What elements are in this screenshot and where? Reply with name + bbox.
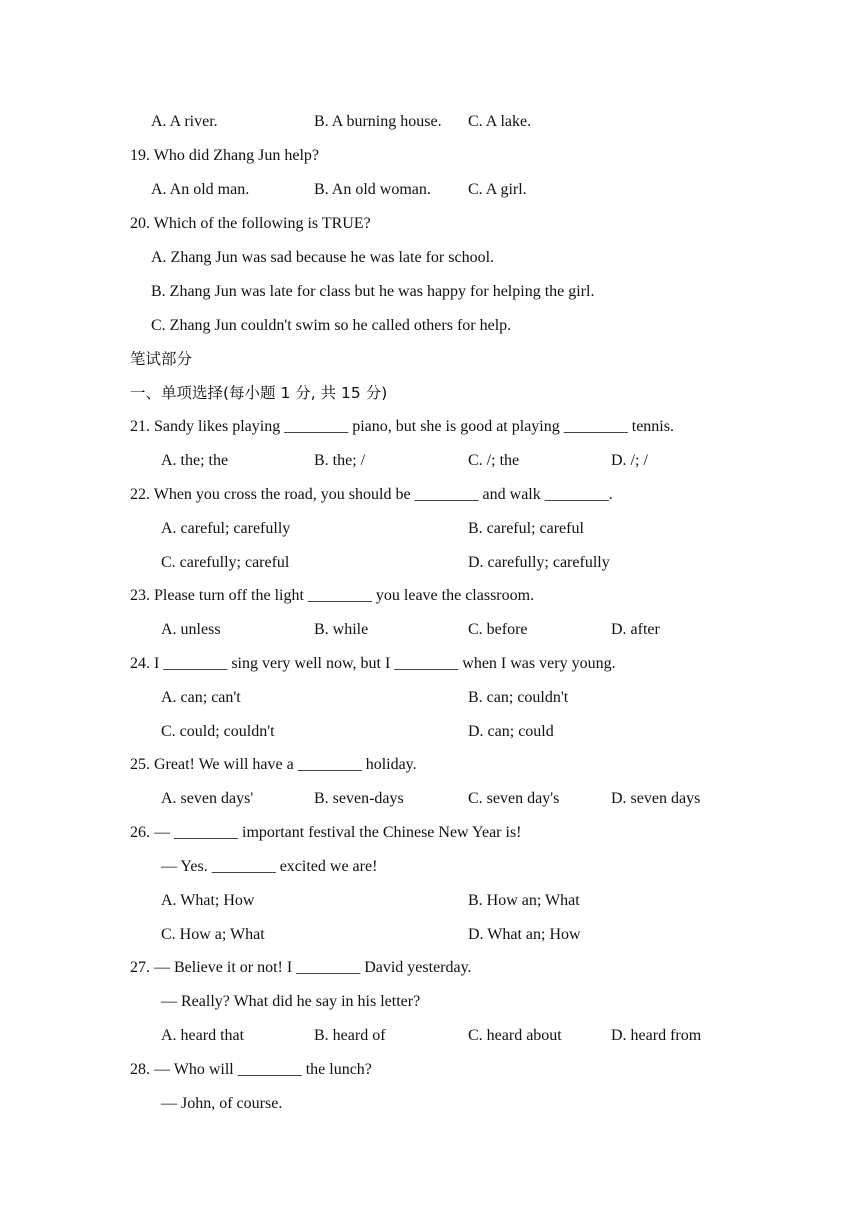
q18-option-a: A. A river.: [151, 113, 218, 130]
q22-option-a: A. careful; carefully: [161, 520, 291, 537]
q26-option-c: C. How a; What: [161, 926, 265, 943]
q27-option-b: B. heard of: [314, 1027, 386, 1044]
q28-stem: 28. — Who will ________ the lunch?: [130, 1061, 372, 1078]
q21-option-b: B. the; /: [314, 452, 366, 469]
q23-option-a: A. unless: [161, 621, 221, 638]
q27-reply: — Really? What did he say in his letter?: [161, 993, 421, 1010]
q26-reply: — Yes. ________ excited we are!: [161, 858, 378, 875]
q21-option-a: A. the; the: [161, 452, 229, 469]
q27-option-d: D. heard from: [611, 1027, 702, 1044]
q20-option-a: A. Zhang Jun was sad because he was late for school.: [151, 249, 495, 266]
q22-option-c: C. carefully; careful: [161, 554, 290, 571]
q21-stem: 21. Sandy likes playing ________ piano, but she is good at playing ________ tennis.: [130, 418, 674, 435]
q21-option-c: C. /; the: [468, 452, 520, 469]
q23-stem: 23. Please turn off the light ________ you leave the classroom.: [130, 587, 535, 604]
q21-option-d: D. /; /: [611, 452, 648, 469]
q25-stem: 25. Great! We will have a ________ holiday.: [130, 756, 417, 773]
q27-stem: 27. — Believe it or not! I ________ David yesterday.: [130, 959, 472, 976]
q24-option-c: C. could; couldn't: [161, 723, 275, 740]
q24-option-a: A. can; can't: [161, 689, 241, 706]
q19-option-c: C. A girl.: [468, 181, 527, 198]
q22-stem: 22. When you cross the road, you should be ________ and walk ________.: [130, 486, 613, 503]
q25-option-d: D. seven days: [611, 790, 701, 807]
q22-option-d: D. carefully; carefully: [468, 554, 610, 571]
q24-stem: 24. I ________ sing very well now, but I ________ when I was very young.: [130, 655, 616, 672]
q26-stem: 26. — ________ important festival the Chinese New Year is!: [130, 824, 522, 841]
q24-option-d: D. can; could: [468, 723, 554, 740]
q20-option-c: C. Zhang Jun couldn't swim so he called others for help.: [151, 317, 512, 334]
q28-reply: — John, of course.: [161, 1095, 283, 1112]
q23-option-d: D. after: [611, 621, 660, 638]
q20-option-b: B. Zhang Jun was late for class but he was happy for helping the girl.: [151, 283, 595, 300]
q19-stem: 19. Who did Zhang Jun help?: [130, 147, 320, 164]
q19-option-b: B. An old woman.: [314, 181, 431, 198]
q18-option-b: B. A burning house.: [314, 113, 442, 130]
q25-option-a: A. seven days': [161, 790, 254, 807]
q26-option-d: D. What an; How: [468, 926, 581, 943]
q26-option-a: A. What; How: [161, 892, 255, 909]
q24-option-b: B. can; couldn't: [468, 689, 569, 706]
q26-option-b: B. How an; What: [468, 892, 580, 909]
q22-option-b: B. careful; careful: [468, 520, 584, 537]
q18-option-c: C. A lake.: [468, 113, 532, 130]
q20-stem: 20. Which of the following is TRUE?: [130, 215, 371, 232]
q25-option-c: C. seven day's: [468, 790, 560, 807]
q23-option-b: B. while: [314, 621, 369, 638]
q19-option-a: A. An old man.: [151, 181, 250, 198]
q27-option-c: C. heard about: [468, 1027, 562, 1044]
q23-option-c: C. before: [468, 621, 528, 638]
q27-option-a: A. heard that: [161, 1027, 245, 1044]
q25-option-b: B. seven-days: [314, 790, 404, 807]
section-title: 笔试部分: [130, 350, 193, 368]
section-heading: 一、单项选择(每小题 1 分, 共 15 分): [130, 384, 388, 402]
